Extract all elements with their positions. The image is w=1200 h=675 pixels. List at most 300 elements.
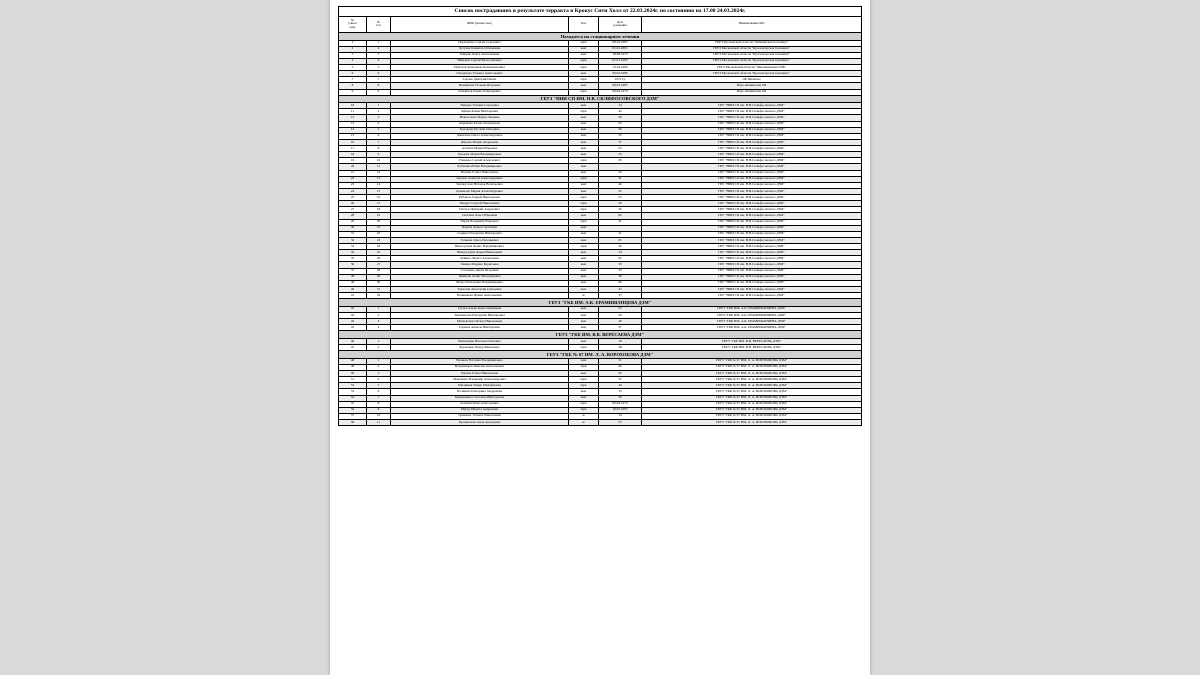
cell-mo: ГБУЗ Московской области "Красногорская больница" [642,46,862,52]
cell-dob: 46 [599,280,642,286]
cell-fio: Агапова Мария Юрьевна [391,146,569,152]
cell-num-total: 45 [339,325,367,331]
cell-sex: жен [569,83,599,89]
cell-num-total: 33 [339,244,367,250]
cell-num-seq: 2 [367,312,391,318]
col-header-sex: Пол [569,16,599,32]
cell-dob: 37 [599,377,642,383]
cell-num-total: 56 [339,407,367,413]
cell-sex: муж [569,195,599,201]
cell-dob: 35 [599,152,642,158]
cell-mo: ГБУЗ Московской области "Красногорская больница" [642,52,862,58]
cell-fio: Сараев Дмитрий Ильич [391,77,569,83]
cell-num-total: 41 [339,293,367,299]
cell-sex: жен [569,152,599,158]
cell-sex: жен [569,71,599,77]
cell-dob: 08.09.1978 [599,89,642,95]
cell-sex: жен [569,170,599,176]
cell-mo: ГБУЗ "ГКБ ИМ. В.В. ВЕРЕСАЕВА ДЗМ" [642,338,862,344]
cell-dob: 19 [599,338,642,344]
cell-num-total: 22 [339,176,367,182]
document-title-row [339,7,862,17]
cell-mo: ГБУ "НИИ СП им. Н.В.Склифосовского ДЗМ" [642,231,862,237]
page-title: Список пострадавших в результате терракта в Крокус Сити Холл от 22.03.2024г. по состоянию на 17.00 24.03.2024г. [339,7,862,17]
cell-sex: жен [569,395,599,401]
cell-dob: 41 [599,231,642,237]
cell-num-total: 40 [339,286,367,292]
column-header-row [339,16,862,32]
cell-mo: ГБУ "НИИ СП им. Н.В.Склифосовского ДЗМ" [642,213,862,219]
document-page [330,0,870,675]
cell-mo: ГБУЗ Московской области "Мытищинская ГКБ" [642,65,862,71]
col-header-num-total-l2: (сквоз [348,21,357,26]
cell-mo: ГБУ "НИИ СП им. Н.В.Склифосовского ДЗМ" [642,225,862,231]
cell-num-seq: 25 [367,250,391,256]
cell-fio: Соломова Диана Игоревна [391,268,569,274]
cell-sex: муж [569,244,599,250]
cell-num-seq: 10 [367,158,391,164]
col-header-num-seq-l1: № [376,19,381,24]
cell-dob: 38 [599,345,642,351]
cell-num-total: 24 [339,188,367,194]
cell-dob: 19.05.1997 [599,407,642,413]
cell-fio: Паращенко Сергей Сергеевич [391,40,569,46]
cell-num-total: 15 [339,133,367,139]
cell-sex: жен [569,256,599,262]
cell-num-seq: 1 [367,358,391,364]
cell-sex: ж [569,420,599,426]
cell-num-seq: 1 [367,103,391,109]
cell-num-total: 18 [339,152,367,158]
cell-dob: 55 [599,420,642,426]
section-header-label: Находятся на стационарном лечении [339,32,862,40]
cell-num-total: 9 [339,89,367,95]
cell-fio: Аврамова Елена Леонидовна [391,121,569,127]
cell-fio: Тарасова Анастасия Сергеевна [391,286,569,292]
cell-fio: Урядова Мария Владимировна [391,152,569,158]
cell-sex: муж [569,377,599,383]
section-header-label: ГБУЗ "ГКБ ИМ. А.К. ЕРАМИШАНЦЕВА ДЗМ" [339,299,862,307]
cell-num-total: 57 [339,413,367,419]
cell-num-total: 26 [339,201,367,207]
cell-fio: Горяева Анжела Викторовна [391,325,569,331]
cell-fio: Полякова Екатерина Андреевна [391,389,569,395]
cell-dob: 01.01.1985 [599,58,642,64]
cell-fio: Мигур Никита Андреевич [391,407,569,413]
cell-dob: 28 [599,201,642,207]
cell-sex: ж [569,293,599,299]
cell-sex: жен [569,389,599,395]
cell-sex: жен [569,46,599,52]
cell-fio: Данилова Мария Александровна [391,188,569,194]
cell-sex: жен [569,250,599,256]
cell-fio: Черноусова Наталья Васильевна [391,182,569,188]
cell-dob: 1972 гр [599,77,642,83]
cell-sex: жен [569,280,599,286]
cell-fio: Перова Дарья Сергеевна [391,225,569,231]
col-header-dob-l2: рождения [613,23,627,28]
cell-sex: жен [569,52,599,58]
section-header-label: ГБУЗ "НИИ СП ИМ. Н.В. СКЛИФОСОВСКОГО ДЗМ" [339,95,862,103]
cell-dob: 06.08.1976 [599,401,642,407]
section-header-label: ГБУЗ "ГКБ ИМ. В.В. ВЕРЕСАЕВА ДЗМ" [339,331,862,339]
cell-dob: 37 [599,293,642,299]
cell-mo: ГБУЗ Московской области "Красногорская больница" [642,71,862,77]
cell-num-seq: 16 [367,195,391,201]
cell-num-seq: 19 [367,213,391,219]
cell-mo: ГБУ "НИИ СП им. Н.В.Склифосовского ДЗМ" [642,170,862,176]
cell-fio: Трейнова Татьяна Николаевна [391,413,569,419]
cell-mo: Наро-Фоминская ОБ [642,83,862,89]
cell-dob: 41 [599,219,642,225]
cell-num-seq: 12 [367,170,391,176]
col-header-dob [599,16,642,32]
cell-fio: Левина Марина Борисовна [391,262,569,268]
cell-dob: 43 [599,286,642,292]
cell-mo: ГБУ "НИИ СП им. Н.В.Склифосовского ДЗМ" [642,158,862,164]
cell-num-total: 20 [339,164,367,170]
cell-num-seq: 5 [367,65,391,71]
cell-num-seq: 11 [367,420,391,426]
cell-dob: 40 [599,319,642,325]
cell-mo: ГБУ "НИИ СП им. Н.В.Склифосовского ДЗМ" [642,109,862,115]
section-header-row [339,95,862,103]
cell-dob: 53 [599,195,642,201]
cell-num-seq: 3 [367,371,391,377]
cell-mo: ГБУЗ "ГКБ № 67 ИМ. Л. А. ВОРОХОБОВА ДЗМ" [642,358,862,364]
cell-num-seq: 2 [367,345,391,351]
cell-num-seq: 3 [367,52,391,58]
col-header-fio: ФИО (полностью) [391,16,569,32]
cell-mo: ГБУ "НИИ СП им. Н.В.Склифосовского ДЗМ" [642,103,862,109]
cell-sex: жен [569,306,599,312]
cell-fio: Измайлов Роман Геннадьевич [391,89,569,95]
cell-dob: 39 [599,312,642,318]
cell-sex: муж [569,383,599,389]
cell-num-seq: 5 [367,127,391,133]
cell-mo: ГБУЗ "ГКБ № 67 ИМ. Л. А. ВОРОХОБОВА ДЗМ" [642,407,862,413]
cell-dob: 22 [599,188,642,194]
cell-sex: муж [569,89,599,95]
cell-fio: Гирина Елена Николаевна [391,371,569,377]
cell-dob: 62 [599,256,642,262]
cell-num-seq: 4 [367,325,391,331]
cell-mo: Наро-Фоминская ОБ [642,89,862,95]
cell-fio: Крещенская Анна Аркадовна [391,420,569,426]
cell-num-seq: 24 [367,244,391,250]
cell-sex: муж [569,219,599,225]
cell-num-seq: 2 [367,46,391,52]
cell-dob: 60 [599,213,642,219]
cell-fio: Галкина Ольга Евгеньевна [391,237,569,243]
cell-dob: 34 [599,103,642,109]
cell-sex: муж [569,407,599,413]
cell-mo: ГБУ "НИИ СП им. Н.В.Склифосовского ДЗМ" [642,115,862,121]
cell-fio: Мороз Екатерина Владимировна [391,280,569,286]
cell-sex: жен [569,213,599,219]
cell-mo: ГБУ "НИИ СП им. Н.В.Склифосовского ДЗМ" [642,207,862,213]
cell-num-total: 48 [339,358,367,364]
cell-num-total: 8 [339,83,367,89]
cell-mo: ГБУ "НИИ СП им. Н.В.Склифосовского ДЗМ" [642,293,862,299]
cell-num-seq: 9 [367,152,391,158]
cell-fio: Бурнашев Тимур Ринатович [391,345,569,351]
cell-num-seq: 17 [367,201,391,207]
cell-sex: жен [569,274,599,280]
cell-num-total: 54 [339,395,367,401]
cell-sex: жен [569,338,599,344]
cell-mo: ГБУ "НИИ СП им. Н.В.Склифосовского ДЗМ" [642,146,862,152]
cell-sex: жен [569,115,599,121]
cell-num-seq: 32 [367,293,391,299]
cell-sex: жен [569,231,599,237]
cell-mo: ГБУ "НИИ СП им. Н.В.Склифосовского ДЗМ" [642,250,862,256]
cell-mo: ГБУ "НИИ СП им. Н.В.Склифосовского ДЗМ" [642,152,862,158]
cell-mo: ГБУЗ Московской области "Красногорская больница" [642,58,862,64]
cell-num-total: 16 [339,139,367,145]
cell-fio: Зайцев Роман Викторович [391,109,569,115]
cell-num-seq: 7 [367,139,391,145]
cell-dob: 37 [599,325,642,331]
cell-mo: ГБУ "НИИ СП им. Н.В.Склифосовского ДЗМ" [642,164,862,170]
cell-fio: Зайцева Татьяна Сергеевна [391,103,569,109]
cell-fio: Данилова Ольга Александровна [391,133,569,139]
cell-mo: ГБУЗ Московской области "Химкинская больница" [642,40,862,46]
cell-mo: ОБ Щелково [642,77,862,83]
victims-table [338,6,862,426]
cell-fio: Никонов Сергей Вячеславович [391,58,569,64]
section-header-row [339,351,862,359]
cell-sex: муж [569,109,599,115]
section-header-label: ГБУЗ "ГКБ № 67 ИМ. Л. А. ВОРОХОБОВА ДЗМ" [339,351,862,359]
cell-num-total: 28 [339,213,367,219]
cell-num-total: 19 [339,158,367,164]
cell-fio: Перов Владимир Юрьевич [391,219,569,225]
cell-sex: жен [569,371,599,377]
cell-num-seq: 8 [367,83,391,89]
cell-mo: ГБУ "НИИ СП им. Н.В.Склифосовского ДЗМ" [642,237,862,243]
cell-num-seq: 28 [367,268,391,274]
cell-num-seq: 7 [367,395,391,401]
cell-fio: Тихомирова Екатерина Викторовна [391,312,569,318]
cell-fio: Смагина Ольга Юрьевна [391,213,569,219]
cell-num-seq: 10 [367,413,391,419]
cell-fio: Виноградов Денис Владимирович [391,244,569,250]
cell-num-seq: 3 [367,319,391,325]
cell-mo: ГБУЗ "ГКБ № 67 ИМ. Л. А. ВОРОХОБОВА ДЗМ" [642,364,862,370]
cell-mo: ГБУЗ "ГКБ № 67 ИМ. Л. А. ВОРОХОБОВА ДЗМ" [642,395,862,401]
cell-mo: ГБУЗ "ГКБ № 67 ИМ. Л. А. ВОРОХОБОВА ДЗМ" [642,389,862,395]
cell-sex: муж [569,58,599,64]
cell-fio: Мясников Тимур Михайлович [391,383,569,389]
cell-fio: Жарова Мария Андреевна [391,139,569,145]
cell-num-total: 27 [339,207,367,213]
cell-num-total: 43 [339,312,367,318]
cell-dob: 36 [599,127,642,133]
cell-dob: 01.01.2001 [599,46,642,52]
cell-num-seq: 7 [367,77,391,83]
cell-num-seq: 13 [367,176,391,182]
cell-dob: 18.08.1974 [599,52,642,58]
cell-sex: жен [569,325,599,331]
cell-num-seq: 26 [367,256,391,262]
cell-dob: 30 [599,115,642,121]
cell-sex: жен [569,103,599,109]
cell-sex: жен [569,188,599,194]
col-header-num-total-l1: № [350,17,355,22]
cell-dob: 42 [599,109,642,115]
cell-sex: жен [569,286,599,292]
cell-fio: Лугуева Камилла Османовна [391,46,569,52]
cell-dob: 51 [599,358,642,364]
cell-sex: муж [569,65,599,71]
cell-fio: Ращенко Сергей Алексеевич [391,158,569,164]
cell-dob: 65 [599,237,642,243]
cell-mo: ГБУЗ "ГКБ ИМ. В.В. ВЕРЕСАЕВА ДЗМ" [642,345,862,351]
cell-num-total: 14 [339,127,367,133]
cell-num-total: 31 [339,231,367,237]
cell-dob: 39 [599,262,642,268]
cell-num-total: 12 [339,115,367,121]
cell-sex: жен [569,237,599,243]
table-row [339,420,862,426]
cell-mo: ГБУЗ "ГКБ № 67 ИМ. Л. А. ВОРОХОБОВА ДЗМ" [642,377,862,383]
cell-num-total: 11 [339,109,367,115]
cell-num-total: 17 [339,146,367,152]
cell-num-seq: 1 [367,40,391,46]
cell-sex: жен [569,262,599,268]
cell-num-seq: 4 [367,58,391,64]
cell-mo: ГБУ "НИИ СП им. Н.В.Склифосовского ДЗМ" [642,219,862,225]
cell-mo: ГБУ "НИИ СП им. Н.В.Склифосовского ДЗМ" [642,195,862,201]
cell-sex: муж [569,40,599,46]
cell-num-total: 21 [339,170,367,176]
cell-num-total: 47 [339,345,367,351]
cell-num-seq: 29 [367,274,391,280]
cell-sex: муж [569,364,599,370]
cell-num-total: 29 [339,219,367,225]
cell-num-total: 38 [339,274,367,280]
cell-num-total: 10 [339,103,367,109]
cell-dob: 46 [599,182,642,188]
cell-mo: ГБУЗ "ГКБ ИМ. А.К. ЕРАМИШАНЦЕВА ДЗМ" [642,319,862,325]
cell-mo: ГБУ "НИИ СП им. Н.В.Склифосовского ДЗМ" [642,127,862,133]
cell-mo: ГБУЗ "ГКБ ИМ. А.К. ЕРАМИШАНЦЕВА ДЗМ" [642,306,862,312]
cell-num-seq: 9 [367,407,391,413]
cell-num-seq: 30 [367,280,391,286]
cell-num-seq: 31 [367,286,391,292]
cell-mo: ГБУЗ "ГКБ № 67 ИМ. Л. А. ВОРОХОБОВА ДЗМ" [642,401,862,407]
cell-mo: ГБУ "НИИ СП им. Н.В.Склифосовского ДЗМ" [642,244,862,250]
section-header-row [339,32,862,40]
col-header-mo: Наименование МО [642,16,862,32]
cell-mo: ГБУ "НИИ СП им. Н.В.Склифосовского ДЗМ" [642,188,862,194]
cell-sex: муж [569,207,599,213]
cell-fio: Виноградова Дарья Николаевна [391,250,569,256]
cell-mo: ГБУ "НИИ СП им. Н.В.Склифосовского ДЗМ" [642,286,862,292]
cell-dob: 37 [599,139,642,145]
cell-num-total: 39 [339,280,367,286]
cell-dob: 36 [599,244,642,250]
cell-num-total: 36 [339,262,367,268]
cell-num-total: 55 [339,401,367,407]
cell-sex: муж [569,176,599,182]
cell-fio: Шеховцева Наталья Олеговна [391,338,569,344]
cell-sex: жен [569,164,599,170]
cell-dob: 06.04.1986 [599,71,642,77]
cell-dob: 36 [599,274,642,280]
cell-num-total: 52 [339,383,367,389]
cell-num-total: 51 [339,377,367,383]
cell-num-seq: 1 [367,306,391,312]
cell-sex: муж [569,345,599,351]
cell-mo: ГБУ "НИИ СП им. Н.В.Склифосовского ДЗМ" [642,256,862,262]
table-body [339,32,862,425]
cell-num-total: 42 [339,306,367,312]
cell-dob: 39 [599,395,642,401]
cell-num-seq: 6 [367,71,391,77]
cell-num-seq: 18 [367,207,391,213]
cell-sex: жен [569,182,599,188]
cell-num-seq: 5 [367,383,391,389]
cell-fio: Карпов Алексей Александрович [391,176,569,182]
cell-sex: жен [569,268,599,274]
cell-dob: 33 [599,389,642,395]
cell-num-total: 6 [339,71,367,77]
cell-sex: жен [569,146,599,152]
cell-num-total: 49 [339,364,367,370]
cell-fio: Волкова Наталия Владимировна [391,358,569,364]
cell-num-seq: 1 [367,338,391,344]
cell-fio: Петров Дмитрий Андреевич [391,207,569,213]
cell-fio: Мацура Сергей Николаевич [391,201,569,207]
cell-sex: муж [569,158,599,164]
cell-fio: Исматов Хомиджон Комилжонович [391,65,569,71]
cell-mo: ГБУЗ "ГКБ ИМ. А.К. ЕРАМИШАНЦЕВА ДЗМ" [642,325,862,331]
cell-dob: 46 [599,383,642,389]
cell-sex: жен [569,358,599,364]
cell-dob: 39 [599,158,642,164]
cell-mo: ГБУ "НИИ СП им. Н.В.Склифосовского ДЗМ" [642,274,862,280]
cell-fio: Демилов Асият Магомедовна [391,274,569,280]
cell-mo: ГБУЗ "ГКБ № 67 ИМ. Л. А. ВОРОХОБОВА ДЗМ" [642,371,862,377]
cell-dob: 08.03.1985 [599,83,642,89]
cell-dob: 52 [599,146,642,152]
cell-num-total: 7 [339,77,367,83]
cell-num-seq: 15 [367,188,391,194]
cell-num-total: 53 [339,389,367,395]
cell-fio: Владимиров Максим Анатольевич [391,364,569,370]
cell-mo: ГБУ "НИИ СП им. Н.В.Склифосовского ДЗМ" [642,133,862,139]
cell-num-seq: 2 [367,109,391,115]
cell-fio: Леонши Илья Анатольевич [391,401,569,407]
col-header-dob-l1: Дата [616,19,624,24]
cell-num-total: 44 [339,319,367,325]
cell-fio: Вешнякова Ирина Анатольевна [391,293,569,299]
cell-sex: муж [569,401,599,407]
cell-fio: Рубанова Юлия Владимировна [391,164,569,170]
cell-fio: Немова Елена Николаевна [391,170,569,176]
cell-num-seq: 20 [367,219,391,225]
cell-dob: 46 [599,364,642,370]
cell-mo: ГБУ "НИИ СП им. Н.В.Склифосовского ДЗМ" [642,268,862,274]
cell-fio: Холодова Руслана Олеговна [391,127,569,133]
cell-dob: 41 [599,176,642,182]
cell-num-total: 46 [339,338,367,344]
cell-sex: муж [569,201,599,207]
cell-num-total: 4 [339,58,367,64]
cell-dob: 54 [599,413,642,419]
